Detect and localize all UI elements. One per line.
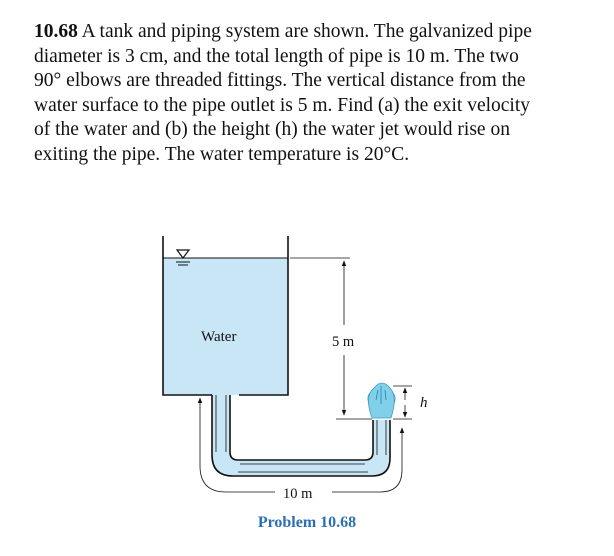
problem-text-1: A tank and piping system are shown. The galvanized pipe	[77, 21, 532, 42]
tank-water	[163, 258, 288, 395]
problem-line-2: diameter is 3 cm, and the total length of pipe is 10 m. The two	[34, 45, 519, 67]
jet-height-label: h	[420, 395, 428, 411]
figure-caption: Problem 10.68	[257, 514, 357, 531]
problem-line-4: water surface to the pipe outlet is 5 m. Find (a) the exit velocity	[34, 94, 531, 116]
length-label: 10 m	[283, 486, 313, 502]
problem-line-3: 90° elbows are threaded fittings. The vertical distance from the	[34, 70, 526, 91]
problem-number: 10.68	[34, 21, 78, 42]
problem-line-6: exiting the pipe. The water temperature is 20°C.	[34, 143, 410, 165]
water-jet	[368, 383, 395, 418]
problem-line-5: of the water and (b) the height (h) the water jet would rise on	[34, 119, 510, 140]
water-label: Water	[201, 329, 237, 345]
pipe-inner-wall	[230, 395, 373, 460]
height-label: 5 m	[332, 334, 355, 350]
